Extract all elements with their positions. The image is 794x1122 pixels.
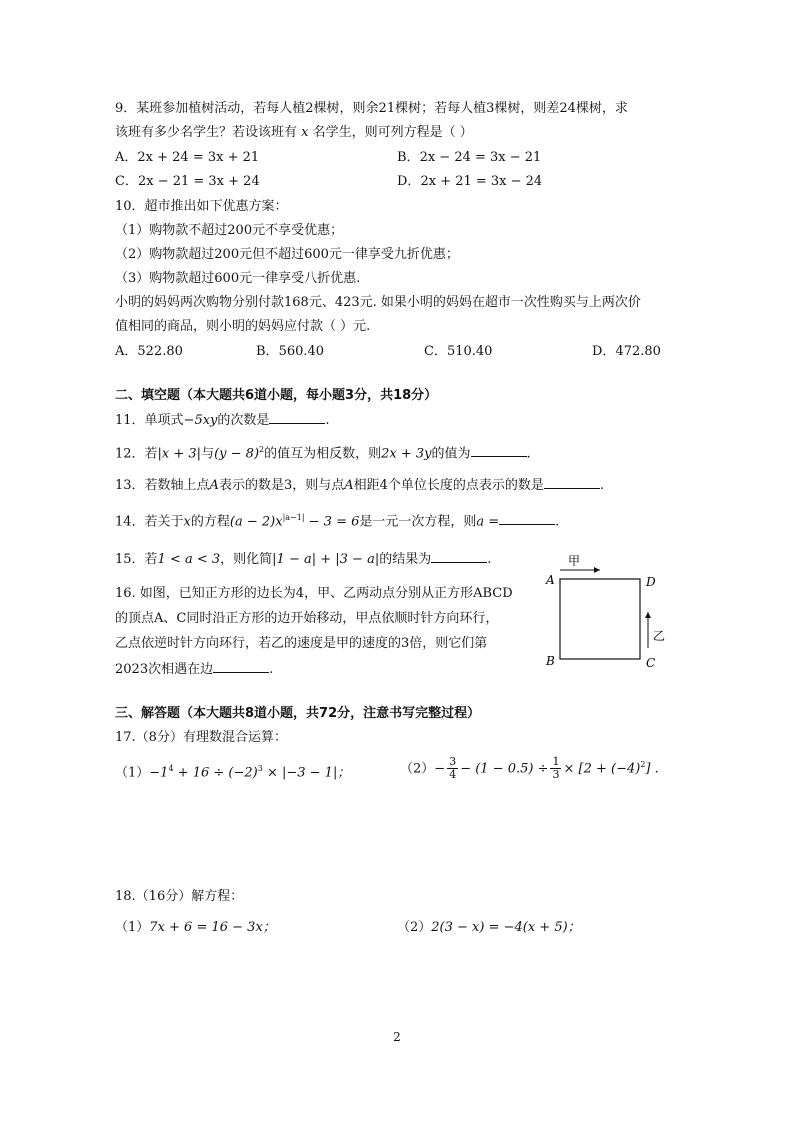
square-figure xyxy=(540,550,670,675)
label-a: A xyxy=(546,573,555,587)
q11-expr: −5xy xyxy=(183,413,218,428)
q12: 12．若|x + 3|与$(y - 8)^2$的值互为相反数，则2x + 3y的值为 . xyxy=(115,445,531,462)
q11: 11．单项式−5xy的次数是 . xyxy=(115,413,330,428)
q9-option-b: B．2x − 24 = 3x − 21 xyxy=(397,150,542,165)
label-yi: 乙 xyxy=(653,629,666,643)
q11-blank xyxy=(269,411,325,424)
q14: 14．若关于x的方程$(a - 2)x^{|a-1|} - 3 = 6$是一元一次方程，则a = . xyxy=(115,513,560,530)
q18-title: 18.（16分）解方程： xyxy=(115,889,244,904)
q16-line1: 16. 如图，已知正方形的边长为4，甲、乙两动点分别从正方形ABCD xyxy=(115,586,513,601)
section2-heading: 二、填空题（本大题共6道小题，每小题3分，共18分） xyxy=(115,388,438,403)
label-c: C xyxy=(646,656,656,670)
q18-part2: （2）2(3 − x) = −4(x + 5)； xyxy=(397,920,581,935)
q13: 13．若数轴上点A表示的数是3，则与点A相距4个单位长度的点表示的数是 . xyxy=(115,478,605,493)
q15-blank xyxy=(431,550,487,563)
q16-line4: 2023次相遇在边 . xyxy=(115,662,274,677)
q12-expr2: (y − 8) xyxy=(214,446,260,462)
q18-part1: （1）7x + 6 = 16 − 3x； xyxy=(115,920,276,935)
q13-blank xyxy=(544,476,600,489)
q10-line6: 值相同的商品，则小明的妈妈应付款（ ）元. xyxy=(115,319,371,334)
q9-line2 xyxy=(115,124,473,142)
label-d: D xyxy=(646,575,656,589)
q15-expr2: |1 − a| + |3 − a| xyxy=(272,552,380,567)
q9-var: x xyxy=(301,125,309,140)
label-jia: 甲 xyxy=(568,554,581,568)
q15: 15．若1 < a < 3，则化简|1 − a| + |3 − a|的结果为 . xyxy=(115,552,492,567)
section3-heading: 三、解答题（本大题共8道小题，共72分，注意书写完整过程） xyxy=(115,706,481,721)
q16-line2: 的顶点A、C同时沿正方形的边开始移动，甲点依顺时针方向环行， xyxy=(115,611,499,626)
q12-blank xyxy=(471,444,527,457)
frac-1-3: $\frac{1}{3}$ xyxy=(552,755,560,782)
q12-expr1: |x + 3| xyxy=(157,446,202,462)
q10-item-1: （1）购物款不超过200元不享受优惠； xyxy=(115,223,344,238)
q16-blank xyxy=(213,660,269,673)
q10-line5: 小明的妈妈两次购物分别付款168元、423元. 如果小明的妈妈在超市一次性购买与上两次价 xyxy=(115,295,641,310)
q14-blank xyxy=(499,512,555,525)
q10-line1: 10．超市推出如下优惠方案： xyxy=(115,199,288,214)
q10-option-a: A．522.80 xyxy=(115,344,183,359)
q9-option-c: C．2x − 21 = 3x + 24 xyxy=(115,174,260,189)
q10-item-3: （3）购物款超过600元一律享受八折优惠. xyxy=(115,271,361,286)
q17-title: 17.（8分）有理数混合运算： xyxy=(115,730,287,745)
q10-option-c: C．510.40 xyxy=(424,344,493,359)
q17-part2: （2）− $\frac{3}{4}$ − (1 − 0.5) ÷ $\frac{1}{3}$ × $[2 + (-4)^2]$ . xyxy=(400,755,659,782)
q12-expr3: 2x + 3y xyxy=(381,446,432,462)
q9-line2b: 名学生，则可列方程是（ ） xyxy=(312,125,473,140)
q9-option-d: D．2x + 21 = 3x − 24 xyxy=(397,174,543,189)
q17-part1: $(1)-1^4 + 16 \div (-2)^3 \times |-3 - 1|$； xyxy=(115,764,351,781)
q10-option-b: B．560.40 xyxy=(256,344,325,359)
q15-expr: 1 < a < 3 xyxy=(157,552,221,567)
frac-3-4: $\frac{3}{4}$ xyxy=(449,755,457,782)
q10-item-2: （2）购物款超过200元但不超过600元一律享受九折优惠； xyxy=(115,247,459,262)
q9-line2a: 该班有多少名学生？若设该班有 xyxy=(115,125,298,140)
q16-line3: 乙点依逆时针方向环行，若乙的速度是甲的速度的3倍，则它们第 xyxy=(115,636,488,651)
q9-option-a: A．2x + 24 = 3x + 21 xyxy=(115,150,260,165)
label-b: B xyxy=(546,654,555,668)
q9-line1: 9．某班参加植树活动，若每人植2棵树，则余21棵树；若每人植3棵树，则差24棵树，求 xyxy=(115,101,628,116)
page-number: 2 xyxy=(393,1030,401,1044)
q14-expr: (a − 2)x xyxy=(229,514,283,530)
square xyxy=(560,579,640,659)
q10-option-d: D．472.80 xyxy=(592,344,661,359)
